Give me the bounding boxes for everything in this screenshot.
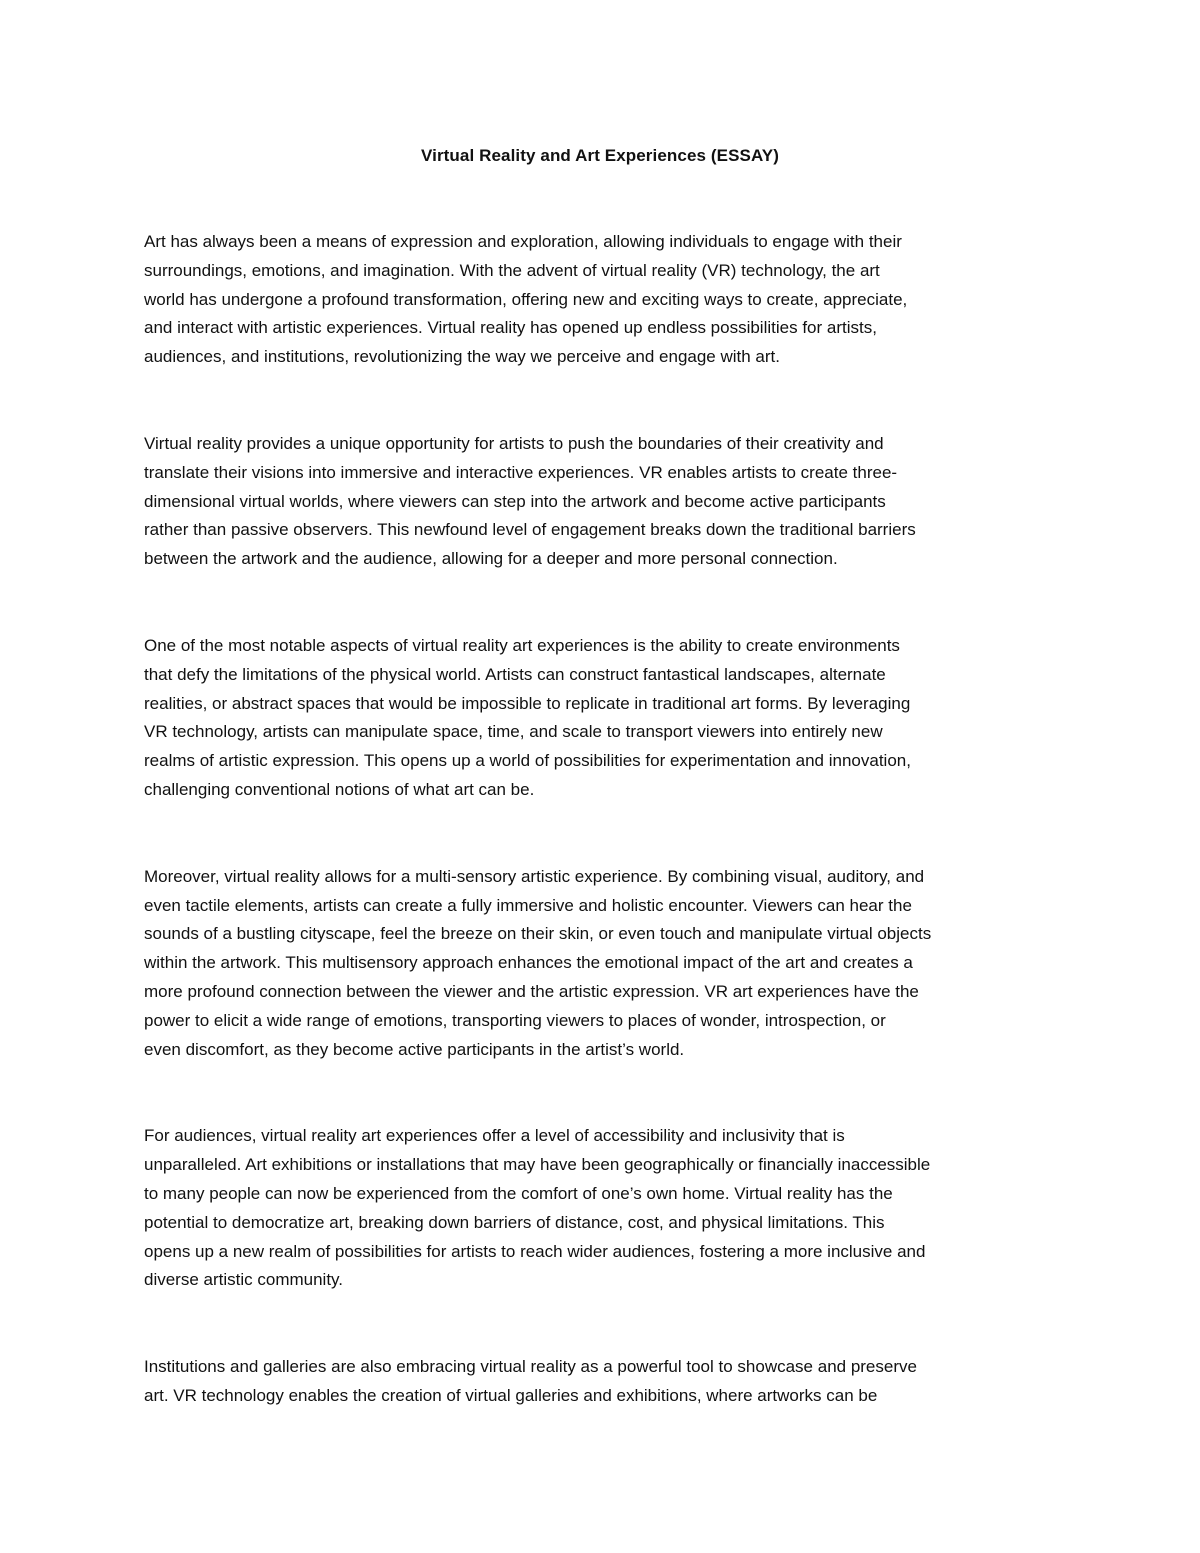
paragraph-line: realms of artistic expression. This opens up a world of possibilities for experimentation and innovation, [144, 751, 911, 771]
paragraph-line: unparalleled. Art exhibitions or installations that may have been geographically or financially inaccessible [144, 1155, 931, 1175]
paragraph-line: within the artwork. This multisensory approach enhances the emotional impact of the art and creates a [144, 953, 913, 973]
paragraph-line: Art has always been a means of expression and exploration, allowing individuals to engage with their [144, 232, 902, 251]
paragraph-line: art. VR technology enables the creation of virtual galleries and exhibitions, where artworks can be [144, 1385, 878, 1405]
paragraph-line: For audiences, virtual reality art experiences offer a level of accessibility and inclusivity that is [144, 1126, 845, 1146]
paragraph-line: diverse artistic community. [144, 1270, 344, 1290]
paragraph-line: even tactile elements, artists can create a fully immersive and holistic encounter. Viewers can hear the [144, 895, 912, 915]
paragraph-3 [144, 632, 1064, 805]
paragraph-line: more profound connection between the viewer and the artistic expression. VR art experiences have the [144, 981, 919, 1001]
document-title: Virtual Reality and Art Experiences (ESSAY) [421, 146, 779, 165]
paragraph-line: potential to democratize art, breaking down barriers of distance, cost, and physical limitations. This [144, 1212, 885, 1232]
paragraph-line: challenging conventional notions of what art can be. [144, 779, 535, 799]
paragraph-line: VR technology, artists can manipulate space, time, and scale to transport viewers into entirely new [144, 722, 883, 742]
paragraph-line: surroundings, emotions, and imagination. With the advent of virtual reality (VR) technology, the art [144, 260, 880, 280]
paragraph-line: Virtual reality provides a unique opportunity for artists to push the boundaries of their creativity and [144, 433, 884, 453]
paragraph-line: world has undergone a profound transformation, offering new and exciting ways to create, appreciate, [144, 289, 908, 309]
paragraph-line: Moreover, virtual reality allows for a multi-sensory artistic experience. By combining visual, auditory, and [144, 866, 925, 886]
paragraph-line: dimensional virtual worlds, where viewers can step into the artwork and become active participants [144, 491, 886, 511]
paragraph-line: One of the most notable aspects of virtual reality art experiences is the ability to create environments [144, 635, 900, 655]
paragraph-line: between the artwork and the audience, allowing for a deeper and more personal connection. [144, 549, 838, 569]
paragraph-line: and interact with artistic experiences. Virtual reality has opened up endless possibilities for artists, [144, 318, 877, 338]
paragraph-line: that defy the limitations of the physical world. Artists can construct fantastical landscapes, alternate [144, 664, 886, 684]
paragraph-line: realities, or abstract spaces that would be impossible to replicate in traditional art forms. By leveraging [144, 693, 911, 713]
paragraph-5 [144, 1122, 1064, 1295]
paragraph-4 [144, 863, 1064, 1065]
paragraph-line: sounds of a bustling cityscape, feel the breeze on their skin, or even touch and manipulate virtual objects [144, 924, 932, 944]
paragraph-line: even discomfort, as they become active participants in the artist’s world. [144, 1039, 685, 1059]
paragraph-line: power to elicit a wide range of emotions, transporting viewers to places of wonder, introspection, or [144, 1010, 886, 1030]
paragraph-line: Institutions and galleries are also embracing virtual reality as a powerful tool to showcase and preserve [144, 1357, 917, 1377]
paragraph-6 [144, 1353, 1064, 1411]
paragraph-line: translate their visions into immersive and interactive experiences. VR enables artists to create three- [144, 462, 898, 482]
paragraph-line: to many people can now be experienced from the comfort of one’s own home. Virtual reality has the [144, 1183, 893, 1203]
paragraph-1 [144, 228, 1064, 372]
paragraph-2 [144, 430, 1064, 574]
paragraph-line: opens up a new realm of possibilities for artists to reach wider audiences, fostering a more inclusive and [144, 1241, 926, 1261]
paragraph-line: audiences, and institutions, revolutionizing the way we perceive and engage with art. [144, 347, 780, 367]
document-body [144, 228, 1064, 1411]
paragraph-line: rather than passive observers. This newfound level of engagement breaks down the traditional barriers [144, 520, 916, 540]
